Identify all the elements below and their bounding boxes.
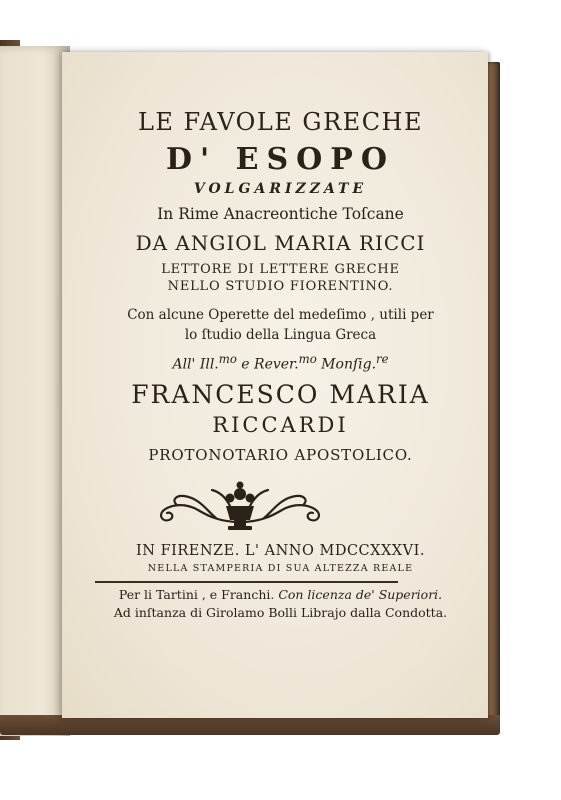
book-bottom-edge	[0, 715, 500, 735]
subtitle-rime: In Rime Anacreontiche Toſcane	[157, 205, 404, 223]
license-note: Con licenza de' Superiori.	[278, 587, 443, 602]
dedicatee-title: PROTONOTARIO APOSTOLICO.	[148, 446, 413, 464]
author-title-2: NELLO STUDIO FIORENTINO.	[167, 279, 394, 294]
contents-line-1: Con alcune Operette del medeſimo , utili per	[127, 307, 434, 323]
bookseller-line: Ad inſtanza di Girolamo Bolli Librajo dalla Condotta.	[113, 605, 448, 620]
dedication-sup-1: mo	[218, 352, 237, 366]
dedication-part-c: Monſig.	[316, 356, 377, 373]
printer-line	[0, 587, 561, 602]
dedication-sup-3: re	[376, 352, 389, 366]
printer-names: Per li Tartini , e Franchi.	[118, 587, 279, 602]
author-line: DA ANGIOL MARIA RICCI	[135, 231, 426, 255]
divider-rule	[95, 581, 398, 583]
title-line-2: D' ESOPO	[166, 142, 395, 177]
title-line-1: LE FAVOLE GRECHE	[137, 108, 424, 136]
dedication-sup-2: mo	[298, 352, 317, 366]
floral-vase-ornament-icon	[150, 476, 330, 534]
contents-line-2: lo ſtudio della Lingua Greca	[184, 327, 377, 343]
dedicatee-name-1: FRANCESCO MARIA	[131, 380, 430, 409]
dedicatee-name-2: RICCARDI	[212, 413, 349, 437]
subtitle-volgarizzate: VOLGARIZZATE	[193, 181, 368, 197]
imprint-press: NELLA STAMPERIA DI SUA ALTEZZA REALE	[147, 563, 414, 574]
author-title-1: LETTORE DI LETTERE GRECHE	[161, 262, 400, 277]
imprint-place-year: IN FIRENZE. L' ANNO MDCCXXXVI.	[136, 543, 425, 559]
dedication-part-b: e Rever.	[236, 356, 299, 373]
dedication-line	[0, 352, 561, 373]
dedication-part-a: All' Ill.	[172, 356, 219, 373]
